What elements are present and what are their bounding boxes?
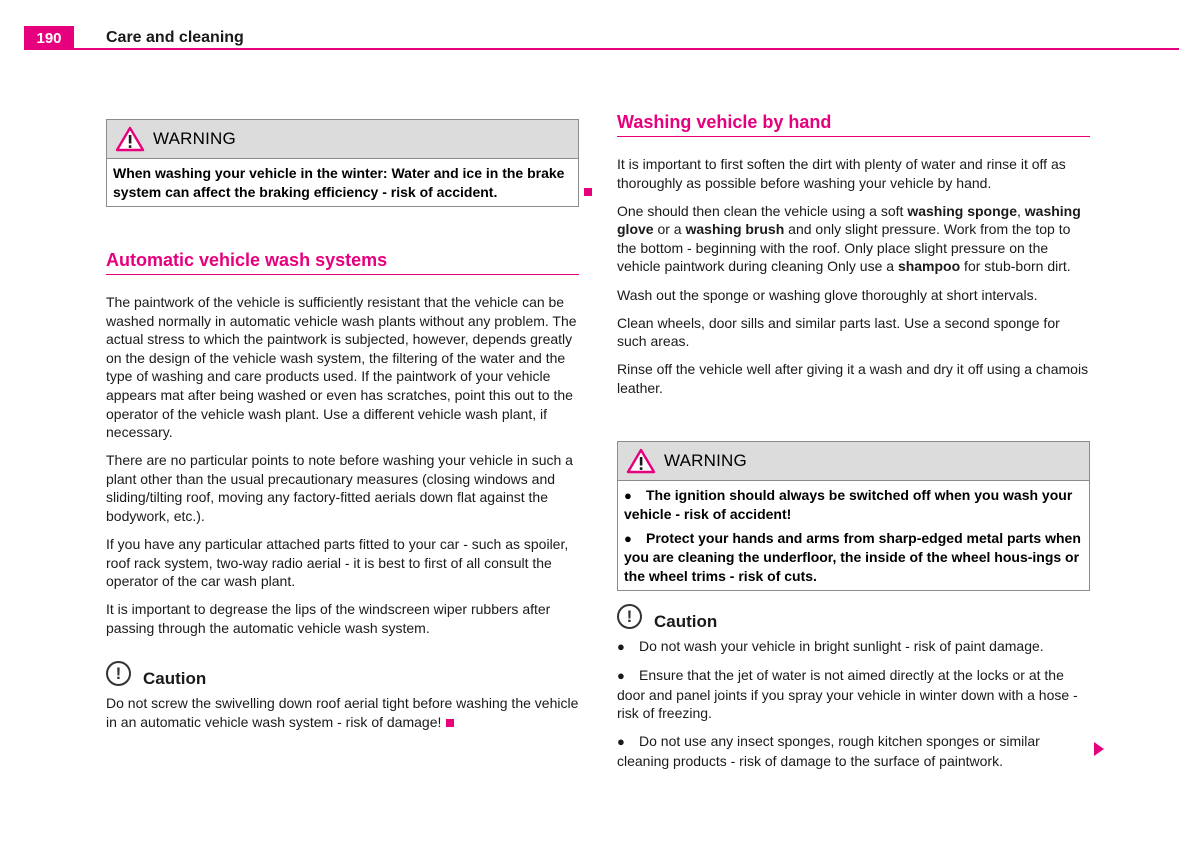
caution-text: Do not screw the swivelling down roof aerial tight before washing the vehicle in an automatic vehicle wash system - risk of damage! — [106, 695, 579, 730]
heading-automatic-wash: Automatic vehicle wash systems — [106, 250, 579, 275]
list-item: ● Do not use any insect sponges, rough kitchen sponges or similar cleaning products - risk of damage to the surface of paintwork. — [617, 733, 1040, 769]
paragraph: Wash out the sponge or washing glove thoroughly at short intervals. — [617, 286, 1038, 303]
section-title: Care and cleaning — [106, 29, 244, 46]
list-item: ● The ignition should always be switched off when you wash your vehicle - risk of accident! — [624, 487, 1073, 522]
list-item: ● Do not wash your vehicle in bright sunlight - risk of paint damage. — [617, 637, 1090, 657]
paragraph: The paintwork of the vehicle is sufficiently resistant that the vehicle can be washed normally in automatic vehicle wash plants without any problem. The actual stress to which the paintwork is subjected, however, depends greatly on the design of the vehicle wash system, the filtering of the water and the type of washing and care products used. If the paintwork of your vehicle appears mat after being washed or even has scratches, point this out to the operator of the vehicle wash plant. Use a different vehicle wash plant, if necessary. — [106, 294, 577, 441]
warning-triangle-icon — [626, 448, 656, 474]
warning-text — [107, 159, 578, 206]
list-item: ● Protect your hands and arms from sharp-edged metal parts when you are cleaning the underfloor, the inside of the wheel hous-ings or the wheel trims - risk of cuts. — [624, 530, 1081, 584]
warning-box-winter — [106, 119, 579, 207]
header-rule — [24, 48, 1179, 50]
list-item: ● Ensure that the jet of water is not aimed directly at the locks or at the door and panel joints if you spray your vehicle in winter down with a hose - risk of freezing. — [617, 667, 1078, 722]
warning-list — [618, 481, 1089, 590]
bullet-icon: ● — [624, 488, 632, 503]
warning-title: WARNING — [664, 451, 747, 470]
caution-text-left — [106, 694, 579, 741]
end-of-section-marker — [584, 188, 592, 196]
hand-wash-text — [617, 155, 1090, 407]
caution-list-right — [617, 637, 1090, 780]
warning-text-content: When washing your vehicle in the winter: Water and ice in the brake system can affect the braking efficiency - risk of accident. — [113, 165, 565, 200]
caution-exclamation-icon: ! — [617, 604, 642, 629]
caution-header-right — [617, 604, 717, 629]
paragraph: If you have any particular attached parts fitted to your car - such as spoiler, roof rack system, two-way radio aerial - it is best to first of all consult the operator of the car wash plant. — [106, 536, 569, 590]
paragraph: There are no particular points to note before washing your vehicle in such a plant other than the usual precautionary measures (closing windows and sliding/tilting roof, moving any factory-fitted aerials down flat against the bodywork, etc.). — [106, 452, 573, 525]
bullet-icon: ● — [617, 668, 625, 684]
bullet-icon: ● — [617, 639, 625, 654]
end-of-section-marker — [446, 719, 454, 727]
paragraph: It is important to first soften the dirt with plenty of water and rinse it off as thoroughly as possible before washing your vehicle by hand. — [617, 156, 1066, 191]
paragraph: One should then clean the vehicle using a soft washing sponge, washing glove or a washing brush and only slight pressure. Work from the top to the bottom - beginning with the roof. Only place slight pressure on the vehicle paintwork during cleaning Only use a shampoo for stub-born dirt. — [617, 202, 1081, 275]
heading-hand-wash: Washing vehicle by hand — [617, 112, 1090, 137]
paragraph: It is important to degrease the lips of the windscreen wiper rubbers after passing through the automatic vehicle wash system. — [106, 601, 551, 636]
warning-header — [107, 120, 578, 159]
warning-header — [618, 442, 1089, 481]
bullet-icon: ● — [624, 531, 632, 546]
caution-title: Caution — [143, 669, 207, 688]
warning-box-hand-wash — [617, 441, 1090, 591]
warning-triangle-icon — [115, 126, 145, 152]
caution-title: Caution — [654, 612, 718, 631]
continue-arrow-icon — [1094, 742, 1104, 756]
caution-header-left — [106, 661, 206, 686]
paragraph: Clean wheels, door sills and similar parts last. Use a second sponge for such areas. — [617, 314, 1060, 350]
automatic-wash-text — [106, 293, 579, 647]
page-number: 190 — [24, 26, 74, 50]
paragraph: Rinse off the vehicle well after giving it a wash and dry it off using a chamois leather. — [617, 361, 1089, 396]
bullet-icon: ● — [617, 734, 625, 750]
caution-exclamation-icon: ! — [106, 661, 131, 686]
warning-title: WARNING — [153, 129, 236, 148]
